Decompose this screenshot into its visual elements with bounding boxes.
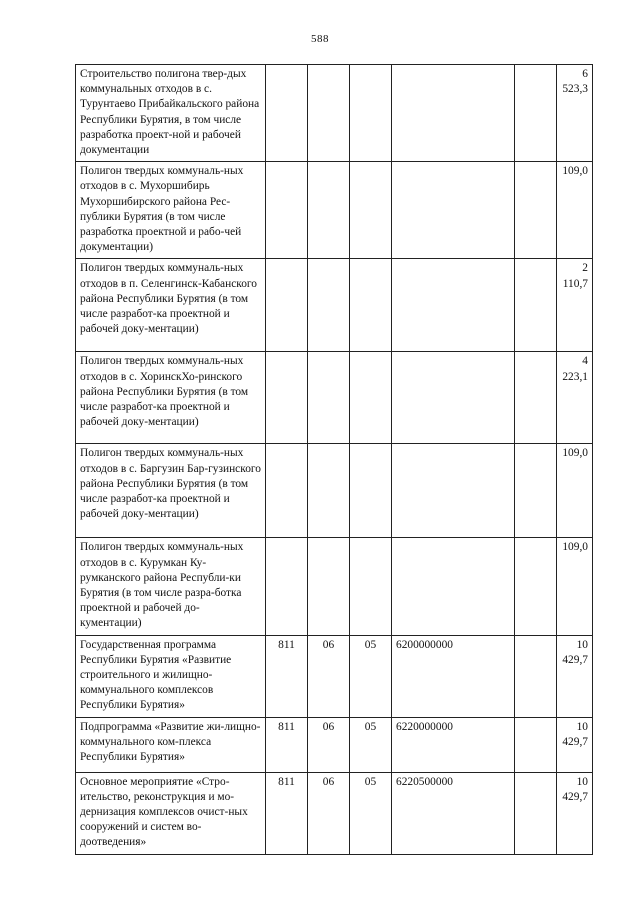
section-code (308, 444, 350, 538)
expense-type-code (515, 65, 557, 162)
admin-code: 811 (266, 717, 308, 772)
table-row (76, 259, 593, 352)
target-article-code: 6220000000 (392, 717, 515, 772)
budget-table (75, 64, 593, 855)
expense-type-code (515, 352, 557, 444)
expense-type-code (515, 259, 557, 352)
amount: 2 110,7 (557, 259, 593, 352)
subsection-code (350, 162, 392, 259)
table-row (76, 162, 593, 259)
amount: 109,0 (557, 444, 593, 538)
expense-type-code (515, 772, 557, 854)
item-name: Подпрограмма «Развитие жи-лищно-коммунального ком-плекса Республики Бурятия» (76, 717, 266, 772)
subsection-code: 05 (350, 717, 392, 772)
admin-code (266, 65, 308, 162)
item-name: Полигон твердых коммуналь-ных отходов в с. Баргузин Бар-гузинского района Республики Бурятия (в том числе разработ-ка проектной и рабочей доку-ментации) (76, 444, 266, 538)
subsection-code: 05 (350, 772, 392, 854)
expense-type-code (515, 635, 557, 717)
section-code (308, 259, 350, 352)
target-article-code (392, 259, 515, 352)
amount: 4 223,1 (557, 352, 593, 444)
section-code: 06 (308, 772, 350, 854)
subsection-code (350, 538, 392, 635)
amount: 10 429,7 (557, 772, 593, 854)
admin-code: 811 (266, 635, 308, 717)
table-row (76, 635, 593, 717)
admin-code (266, 444, 308, 538)
table-row (76, 444, 593, 538)
subsection-code (350, 352, 392, 444)
table-row (76, 352, 593, 444)
admin-code (266, 162, 308, 259)
expense-type-code (515, 717, 557, 772)
target-article-code: 6200000000 (392, 635, 515, 717)
target-article-code (392, 538, 515, 635)
amount: 10 429,7 (557, 635, 593, 717)
table-row (76, 538, 593, 635)
table-row (76, 65, 593, 162)
table-row (76, 772, 593, 854)
admin-code: 811 (266, 772, 308, 854)
subsection-code: 05 (350, 635, 392, 717)
expense-type-code (515, 538, 557, 635)
amount: 10 429,7 (557, 717, 593, 772)
target-article-code (392, 352, 515, 444)
item-name: Полигон твердых коммуналь-ных отходов в п. Селенгинск-Кабанского района Республики Бурятия (в том числе разработ-ка проектной и рабочей доку-ментации) (76, 259, 266, 352)
expense-type-code (515, 444, 557, 538)
item-name: Полигон твердых коммуналь-ных отходов в с. Курумкан Ку-румканского района Республи-ки Бурятия (в том числе разра-ботка проектной и рабочей до-кументации) (76, 538, 266, 635)
page-number: 588 (311, 33, 329, 45)
subsection-code (350, 444, 392, 538)
item-name: Государственная программа Республики Бурятия «Развитие строительного и жилищно-коммунального комплексов Республики Бурятия» (76, 635, 266, 717)
section-code (308, 162, 350, 259)
section-code: 06 (308, 717, 350, 772)
subsection-code (350, 259, 392, 352)
amount: 6 523,3 (557, 65, 593, 162)
target-article-code (392, 65, 515, 162)
item-name: Полигон твердых коммуналь-ных отходов в с. ХоринскХо-ринского района Республики Бурятия (в том числе разработ-ка проектной и рабочей доку-ментации) (76, 352, 266, 444)
section-code (308, 538, 350, 635)
item-name: Полигон твердых коммуналь-ных отходов в с. Мухоршибирь Мухоршибирского района Рес-публики Бурятия (в том числе разработка проектной и рабо-чей документации) (76, 162, 266, 259)
amount: 109,0 (557, 162, 593, 259)
section-code (308, 352, 350, 444)
amount: 109,0 (557, 538, 593, 635)
subsection-code (350, 65, 392, 162)
item-name: Строительство полигона твер-дых коммунальных отходов в с. Турунтаево Прибайкальского района Республики Бурятия, в том числе разработка проект-ной и рабочей документации (76, 65, 266, 162)
table-row (76, 717, 593, 772)
section-code: 06 (308, 635, 350, 717)
item-name: Основное мероприятие «Стро-ительство, реконструкция и мо-дернизация комплексов очист-ных сооружений и систем во-доотведения» (76, 772, 266, 854)
target-article-code (392, 444, 515, 538)
section-code (308, 65, 350, 162)
expense-type-code (515, 162, 557, 259)
admin-code (266, 538, 308, 635)
target-article-code (392, 162, 515, 259)
target-article-code: 6220500000 (392, 772, 515, 854)
admin-code (266, 352, 308, 444)
admin-code (266, 259, 308, 352)
